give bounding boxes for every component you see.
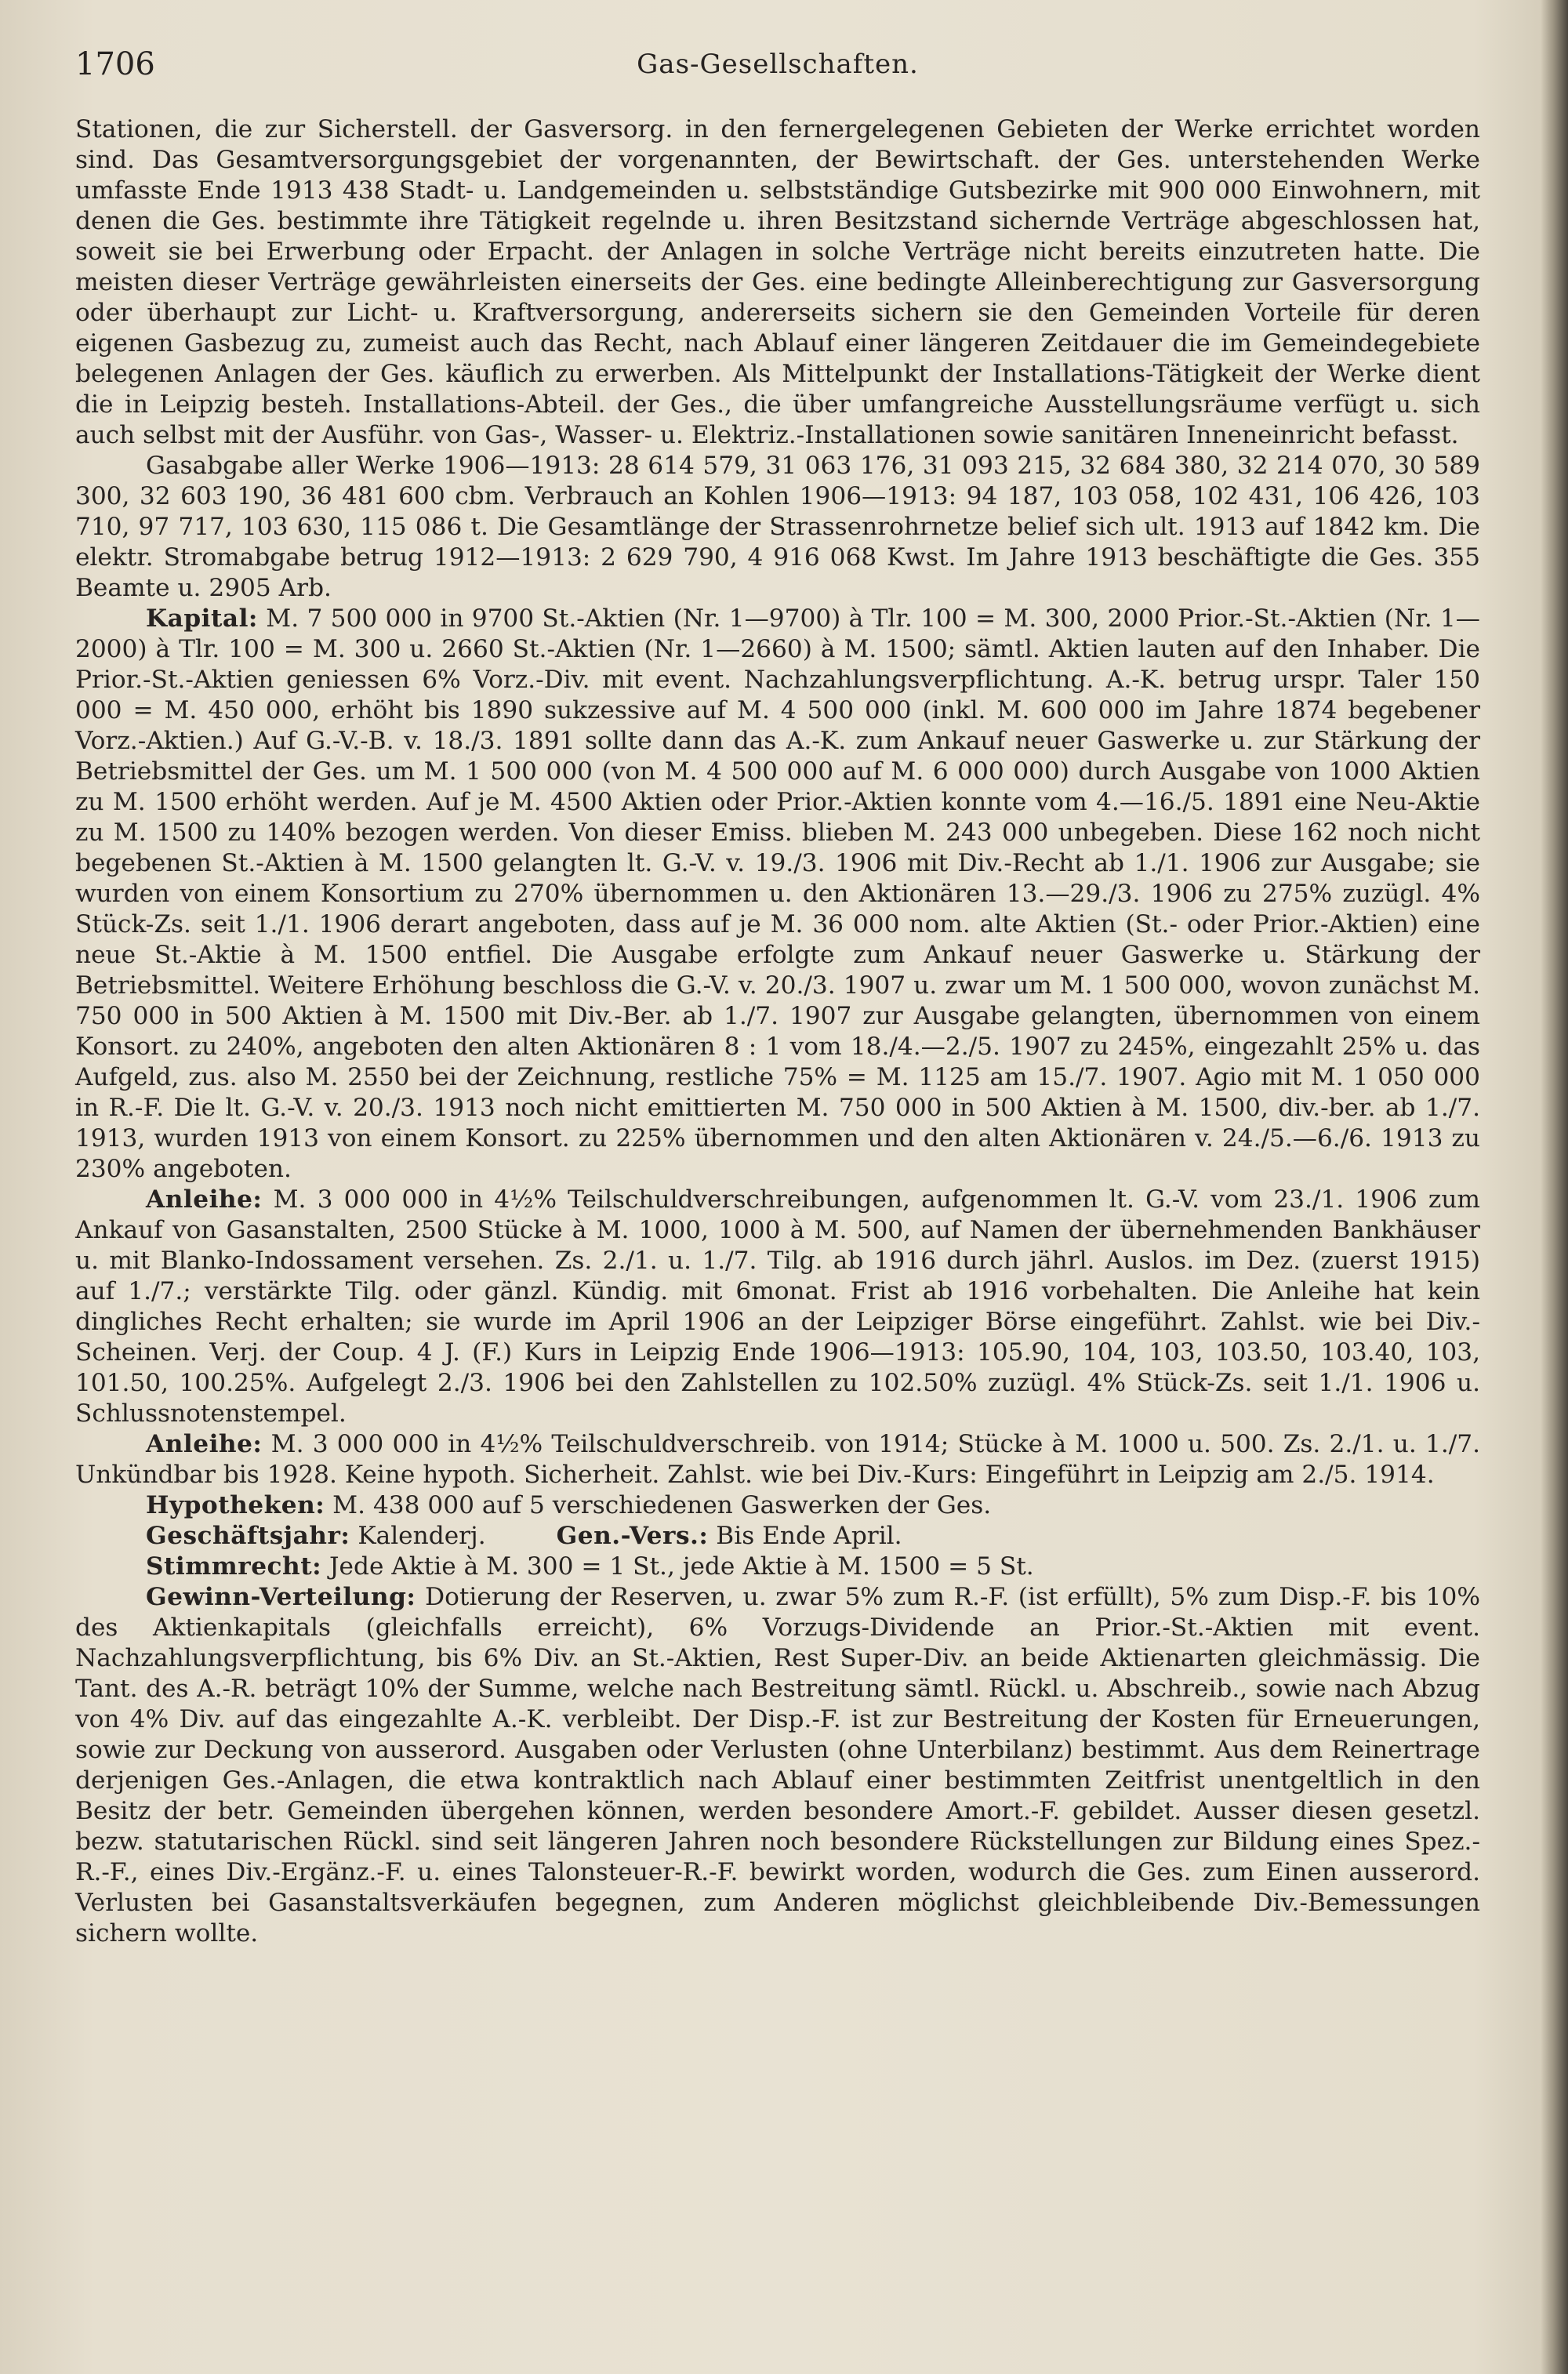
- anleihe-1906-heading: Anleihe:: [146, 1185, 263, 1214]
- hypotheken-heading: Hypotheken:: [146, 1491, 325, 1519]
- paragraph-hypotheken: [75, 1490, 1480, 1521]
- running-title: Gas-Gesellschaften.: [637, 49, 919, 80]
- paragraph-stimmrecht: [75, 1552, 1480, 1582]
- paragraph-anleihe-1906: [75, 1185, 1480, 1429]
- page-body: [75, 114, 1480, 1949]
- paragraph-kapital: [75, 604, 1480, 1185]
- anleihe-1914-text: M. 3 000 000 in 4½% Teilschuldverschreib. von 1914; Stücke à M. 1000 u. 500. Zs. 2./1. u. 1./7. Unkündbar bis 1928. Keine hypoth. Sicherheit. Zahlst. wie bei Div.-Kurs: Eingeführt in Leipzig am 2./5. 1914.: [75, 1430, 1480, 1489]
- geschaeftsjahr-text: Kalenderj.: [350, 1522, 486, 1550]
- gewinn-verteilung-heading: Gewinn-Verteilung:: [146, 1583, 416, 1611]
- paragraph-anleihe-1914: [75, 1429, 1480, 1490]
- anleihe-1914-heading: Anleihe:: [146, 1430, 263, 1458]
- hypotheken-text: M. 438 000 auf 5 verschiedenen Gaswerken der Ges.: [325, 1491, 992, 1519]
- kapital-heading: Kapital:: [146, 604, 258, 633]
- book-spine-shadow: [1541, 0, 1568, 2374]
- page-header: [75, 41, 1480, 88]
- paragraph-gewinn-verteilung: [75, 1582, 1480, 1949]
- paragraph-geschaeftsjahr: [75, 1521, 1480, 1552]
- stimmrecht-heading: Stimmrecht:: [146, 1552, 322, 1581]
- kapital-text: M. 7 500 000 in 9700 St.-Aktien (Nr. 1—9700) à Tlr. 100 = M. 300, 2000 Prior.-St.-Aktien (Nr. 1—2000) à Tlr. 100 = M. 300 u. 2660 St.-Aktien (Nr. 1—2660) à M. 1500; sämtl. Aktien lauten auf den Inhaber. Die Prior.-St.-Aktien geniessen 6% Vorz.-Div. mit event. Nachzahlungsverpflichtung. A.-K. betrug urspr. Taler 150 000 = M. 450 000, erhöht bis 1890 sukzessive auf M. 4 500 000 (inkl. M. 600 000 im Jahre 1874 begebener Vorz.-Aktien.) Auf G.-V.-B. v. 18./3. 1891 sollte dann das A.-K. zum Ankauf neuer Gaswerke u. zur Stärkung der Betriebsmittel der Ges. um M. 1 500 000 (von M. 4 500 000 auf M. 6 000 000) durch Ausgabe von 1000 Aktien zu M. 1500 erhöht werden. Auf je M. 4500 Aktien oder Prior.-Aktien konnte vom 4.—16./5. 1891 eine Neu-Aktie zu M. 1500 zu 140% bezogen werden. Von dieser Emiss. blieben M. 243 000 unbegeben. Diese 162 noch nicht begebenen St.-Aktien à M. 1500 gelangten lt. G.-V. v. 19./3. 1906 mit Div.-Recht ab 1./1. 1906 zur Ausgabe; sie wurden von einem Konsortium zu 270% übernommen u. den Aktionären 13.—29./3. 1906 zu 275% zuzügl. 4% Stück-Zs. seit 1./1. 1906 derart angeboten, dass auf je M. 36 000 nom. alte Aktien (St.- oder Prior.-Aktien) eine neue St.-Aktie à M. 1500 entfiel. Die Ausgabe erfolgte zum Ankauf neuer Gaswerke u. Stärkung der Betriebsmittel. Weitere Erhöhung beschloss die G.-V. v. 20./3. 1907 u. zwar um M. 1 500 000, wovon zunächst M. 750 000 in 500 Aktien à M. 1500 mit Div.-Ber. ab 1./7. 1907 zur Ausgabe gelangten, übernommen von einem Konsort. zu 240%, angeboten den alten Aktionären 8 : 1 vom 18./4.—2./5. 1907 zu 245%, eingezahlt 25% u. das Aufgeld, zus. also M. 2550 bei der Zeichnung, restliche 75% = M. 1125 am 15./7. 1907. Agio mit M. 1 050 000 in R.-F. Die lt. G.-V. v. 20./3. 1913 noch nicht emittierten M. 750 000 in 500 Aktien à M. 1500, div.-ber. ab 1./7. 1913, wurden 1913 von einem Konsort. zu 225% übernommen und den alten Aktionären v. 24./5.—6./6. 1913 zu 230% angeboten.: [75, 604, 1480, 1183]
- paragraph-gasabgabe: Gasabgabe aller Werke 1906—1913: 28 614 579, 31 063 176, 31 093 215, 32 684 380, 32 214 070, 30 589 300, 32 603 190, 36 481 600 cbm. Verbrauch an Kohlen 1906—1913: 94 187, 103 058, 102 431, 106 426, 103 710, 97 717, 103 630, 115 086 t. Die Gesamtlänge der Strassenrohrnetze belief sich ult. 1913 auf 1842 km. Die elektr. Stromabgabe betrug 1912—1913: 2 629 790, 4 916 068 Kwst. Im Jahre 1913 beschäftigte die Ges. 355 Beamte u. 2905 Arb.: [75, 452, 1480, 602]
- gen-vers-heading: Gen.-Vers.:: [556, 1522, 709, 1550]
- paragraph-stationen: Stationen, die zur Sicherstell. der Gasversorg. in den fernergelegenen Gebieten der Werke errichtet worden sind. Das Gesamtversorgungsgebiet der vorgenannten, der Bewirtschaft. der Ges. unterstehenden Werke umfasste Ende 1913 438 Stadt- u. Landgemeinden u. selbstständige Gutsbezirke mit 900 000 Einwohnern, mit denen die Ges. bestimmte ihre Tätigkeit regelnde u. ihren Besitzstand sichernde Verträge abgeschlossen hat, soweit sie bei Erwerbung oder Erpacht. der Anlagen in solche Verträge nicht bereits einzutreten hatte. Die meisten dieser Verträge gewährleisten einerseits der Ges. eine bedingte Alleinberechtigung zur Gasversorgung oder überhaupt zur Licht- u. Kraftversorgung, andererseits sichern sie den Gemeinden Vorteile für deren eigenen Gasbezug zu, zumeist auch das Recht, nach Ablauf einer längeren Zeitdauer die im Gemeindegebiete belegenen Anlagen der Ges. käuflich zu erwerben. Als Mittelpunkt der Installations-Tätigkeit der Werke dient die in Leipzig besteh. Installations-Abteil. der Ges., die über umfangreiche Ausstellungsräume verfügt u. sich auch selbst mit der Ausführ. von Gas-, Wasser- u. Elektriz.-Installationen sowie sanitären Inneneinricht befasst.: [75, 115, 1480, 449]
- geschaeftsjahr-heading: Geschäftsjahr:: [146, 1522, 350, 1550]
- page-number: 1706: [75, 46, 155, 82]
- gen-vers-text: Bis Ende April.: [708, 1522, 902, 1550]
- anleihe-1906-text: M. 3 000 000 in 4½% Teilschuldverschreibungen, aufgenommen lt. G.-V. vom 23./1. 1906 zum Ankauf von Gasanstalten, 2500 Stücke à M. 1000, 1000 à M. 500, auf Namen der übernehmenden Bankhäuser u. mit Blanko-Indossament versehen. Zs. 2./1. u. 1./7. Tilg. ab 1916 durch jährl. Auslos. im Dez. (zuerst 1915) auf 1./7.; verstärkte Tilg. oder gänzl. Kündig. mit 6monat. Frist ab 1916 vorbehalten. Die Anleihe hat kein dingliches Recht erhalten; sie wurde im April 1906 an der Leipziger Börse eingeführt. Zahlst. wie bei Div.-Scheinen. Verj. der Coup. 4 J. (F.) Kurs in Leipzig Ende 1906—1913: 105.90, 104, 103, 103.50, 103.40, 103, 101.50, 100.25%. Aufgelegt 2./3. 1906 bei den Zahlstellen zu 102.50% zuzügl. 4% Stück-Zs. seit 1./1. 1906 u. Schlussnotenstempel.: [75, 1185, 1480, 1428]
- stimmrecht-text: Jede Aktie à M. 300 = 1 St., jede Aktie à M. 1500 = 5 St.: [321, 1552, 1034, 1581]
- gewinn-verteilung-text: Dotierung der Reserven, u. zwar 5% zum R.-F. (ist erfüllt), 5% zum Disp.-F. bis 10% des Aktienkapitals (gleichfalls erreicht), 6% Vorzugs-Dividende an Prior.-St.-Aktien mit event. Nachzahlungsverpflichtung, bis 6% Div. an St.-Aktien, Rest Super-Div. an beide Aktienarten gleichmässig. Die Tant. des A.-R. beträgt 10% der Summe, welche nach Bestreitung sämtl. Rückl. u. Abschreib., sowie nach Abzug von 4% Div. auf das eingezahlte A.-K. verbleibt. Der Disp.-F. ist zur Bestreitung der Kosten für Erneuerungen, sowie zur Deckung von ausserord. Ausgaben oder Verlusten (ohne Unterbilanz) bestimmt. Aus dem Reinertrage derjenigen Ges.-Anlagen, die etwa kontraktlich nach Ablauf einer bestimmten Zeitfrist unentgeltlich in den Besitz der betr. Gemeinden übergehen können, werden besondere Amort.-F. gebildet. Ausser diesen gesetzl. bezw. statutarischen Rückl. sind seit längeren Jahren noch besondere Rückstellungen zur Bildung eines Spez.-R.-F., eines Div.-Ergänz.-F. u. eines Talonsteuer-R.-F. bewirkt worden, wodurch die Ges. zum Einen ausserord. Verlusten bei Gasanstaltsverkäufen begegnen, zum Anderen möglichst gleichbleibende Div.-Bemessungen sichern wollte.: [75, 1583, 1480, 1947]
